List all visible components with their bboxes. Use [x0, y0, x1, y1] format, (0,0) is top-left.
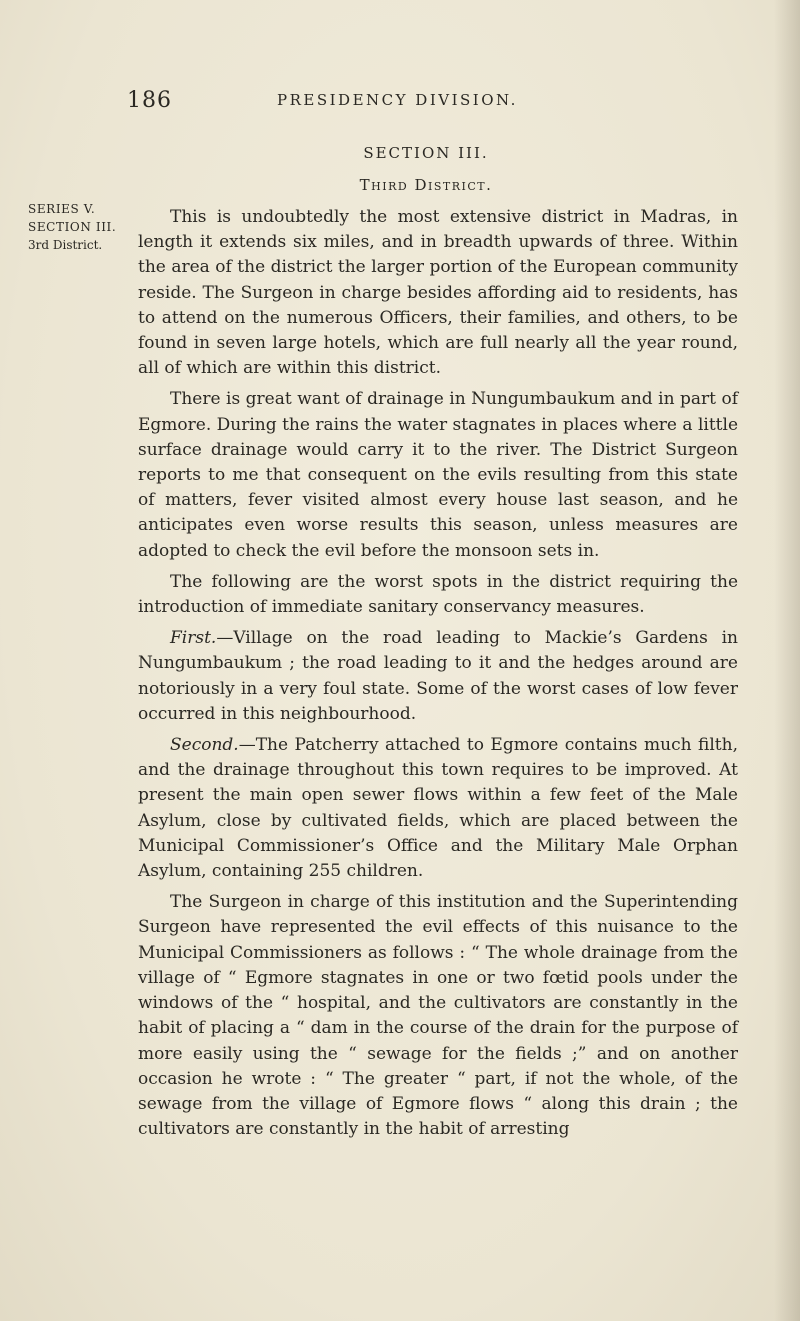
- paragraph-text: —The Patcherry attached to Egmore contains much filth, and the drainage throughout this town requires to be improved. At present the main open sewer flows within a few feet of the Male Asylum, close by cultivated fields, which are placed between the Municipal Commissioner’s Office and the Military Male Orphan Asylum, containing 255 children.: [138, 735, 738, 882]
- margin-section: SECTION III.: [28, 220, 117, 234]
- paragraph-text: This is undoubtedly the most extensive district in Madras, in length it extends six miles, and in breadth upwards of three. Within the area of the district the larger portion of the European community reside. The Surgeon in charge besides affording aid to residents, has to attend on the numerous Officers, their families, and others, to be found in seven large hotels, which are full nearly all the year round, all of which are within this district.: [138, 207, 738, 379]
- margin-note: [28, 200, 117, 254]
- paragraph: [138, 733, 738, 884]
- paragraph: [138, 570, 738, 620]
- section-heading: SECTION III.: [363, 144, 489, 162]
- page-edge-shadow: [774, 0, 800, 1321]
- paragraph-text: There is great want of drainage in Nungumbaukum and in part of Egmore. During the rains the water stagnates in places where a little surface drainage would carry it to the river. The District Surgeon reports to me that consequent on the evils resulting from this state of matters, fever visited almost every house last season, and he anticipates even worse results this season, unless measures are adopted to check the evil before the monsoon sets in.: [138, 389, 738, 561]
- page-number: 186: [127, 88, 172, 113]
- paragraph: [138, 626, 738, 727]
- margin-district: 3rd District.: [28, 238, 103, 252]
- paragraph-text: —Village on the road leading to Mackie’s Gardens in Nungumbaukum ; the road leading to it and the hedges around are notoriously in a very foul state. Some of the worst cases of low fever occurred in this neighbourhood.: [138, 628, 738, 724]
- running-title: PRESIDENCY DIVISION.: [277, 91, 518, 109]
- section-subheading: Third District.: [359, 176, 493, 194]
- body-text: [138, 205, 738, 1142]
- paragraph: [138, 890, 738, 1142]
- margin-series: SERIES V.: [28, 202, 96, 216]
- paragraph: [138, 387, 738, 563]
- paragraph-lead: First.: [170, 628, 217, 649]
- paragraph: [138, 205, 738, 381]
- paragraph-lead: Second.: [170, 735, 239, 756]
- paragraph-text: The Surgeon in charge of this institution and the Superintending Surgeon have represented the evil effects of this nuisance to the Municipal Commissioners as follows : “ The whole drainage from the village of “ Egmore stagnates in one or two fœtid pools under the windows of the “ hospital, and the cultivators are constantly in the habit of placing a “ dam in the course of the drain for the purpose of more easily using the “ sewage for the fields ;” and on another occasion he wrote : “ The greater “ part, if not the whole, of the sewage from the village of Egmore flows “ along this drain ; the cultivators are constantly in the habit of arresting: [138, 892, 738, 1140]
- paragraph-text: The following are the worst spots in the district requiring the introduction of immediate sanitary conservancy measures.: [138, 571, 738, 618]
